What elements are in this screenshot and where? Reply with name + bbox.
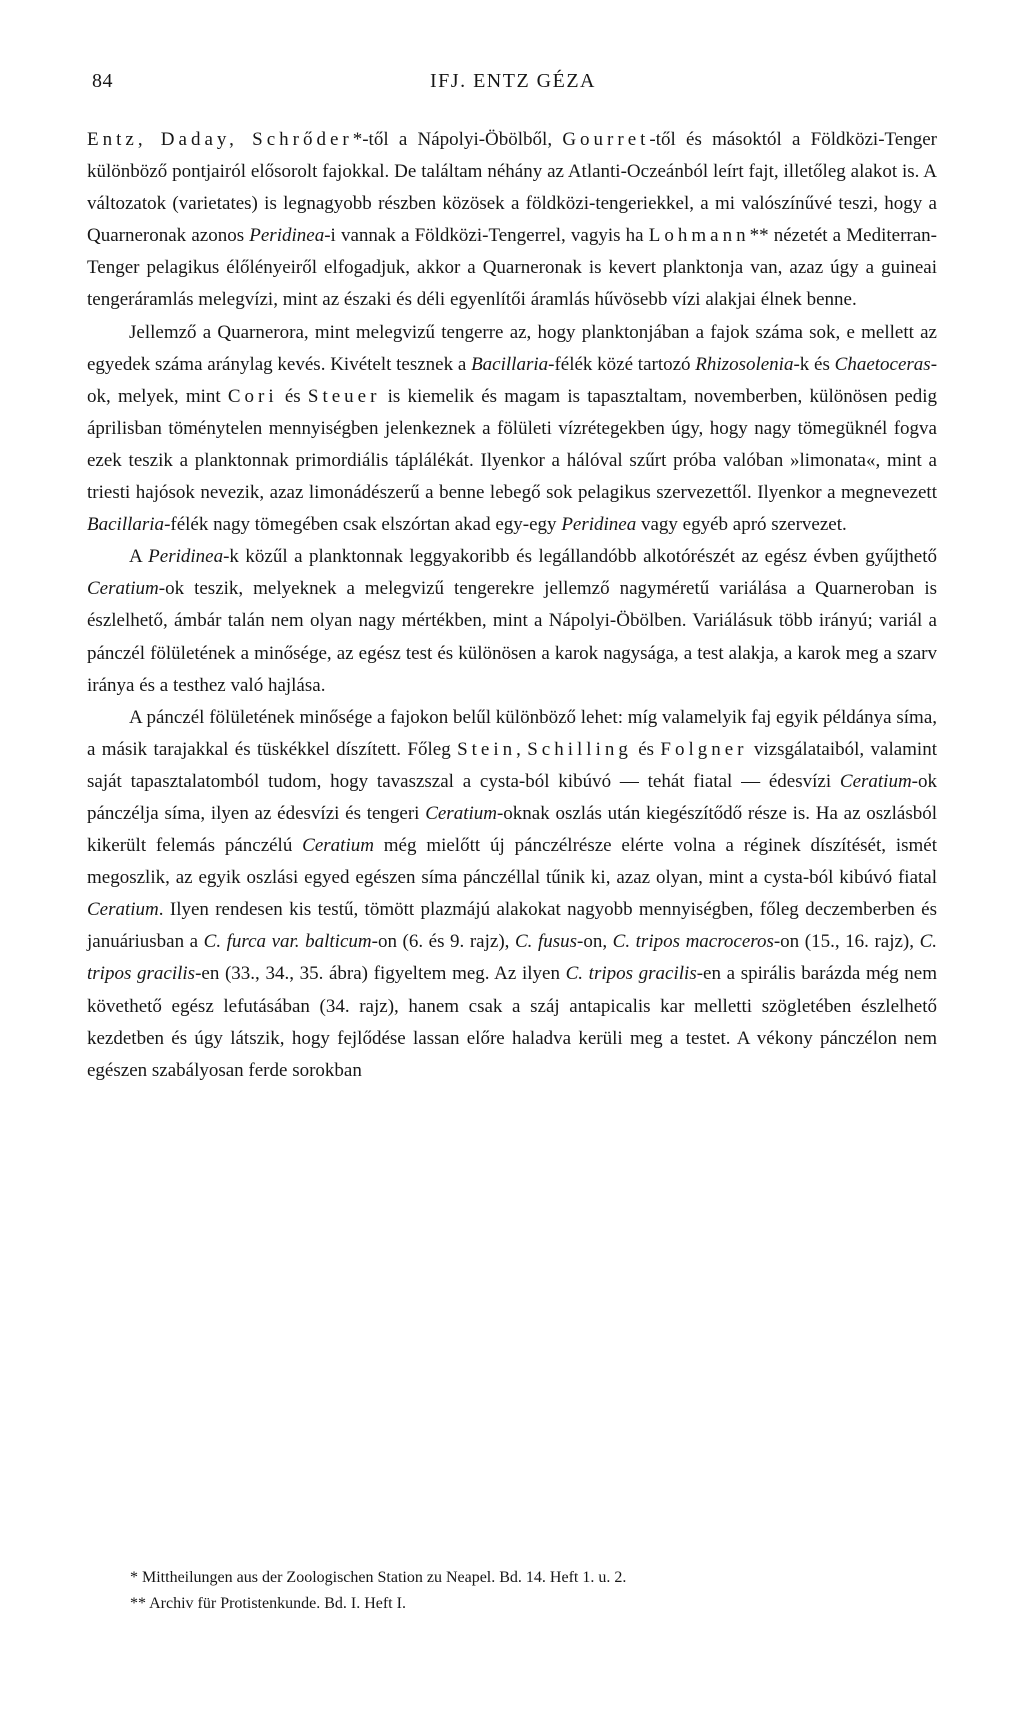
- taxon-name: Bacillaria: [87, 514, 165, 536]
- text-run: *-től a Nápolyi-Öbölből,: [352, 129, 563, 150]
- taxon-name: Ceratium: [839, 770, 912, 792]
- taxon-name: C. furca var. balticum: [203, 931, 372, 953]
- taxon-name: C. fusus: [514, 931, 578, 953]
- page-number: 84: [92, 70, 113, 92]
- author-name: Folgner: [660, 738, 748, 760]
- author-name: Gourret: [562, 129, 650, 150]
- text-run: ** nézetét a Mediterran-Tenger pelagikus élőlényeiről elfogadjuk, akkor a Quarneronak is kevert planktonja van, azaz úgy a guineai tengeráramlás melegvízi, mint az északi és déli egyenlítői áramlás hűvösebb vízi alakjai élnek benne.: [87, 225, 938, 311]
- taxon-name: Ceratium: [302, 835, 374, 857]
- taxon-name: Peridinea: [148, 546, 224, 568]
- paragraph-2: [87, 317, 937, 542]
- taxon-name: Peridinea: [249, 225, 325, 247]
- text-run: is kiemelik és magam is tapasztaltam, novemberben, különösen pedig áprilisban töménytelen mennyiségben jelenkeznek a fölületi vízrétegekben úgy, hogy nagy tömegüknél fogva ezek teszik a planktonnak primordiális táplálékát. Ilyenkor a hálóval szűrt próba valóban »limonata«, mint a triesti hajósok nevezik, azaz limonádészerű a benne lebegő sok pelagikus szervezettől. Ilyenkor a megnevezett: [87, 385, 938, 504]
- taxon-name: Ceratium: [87, 578, 159, 600]
- text-run: -en a spirális barázda még nem követhető egész lefutásában (34. rajz), hanem csak a száj antapicalis kar melletti szögletében észlelhető kezdetben és úgy látszik, hogy fejlődése lassan előre haladva kerüli meg a testet. A vékony pánczélon nem egészen szabályosan ferde sorokban: [87, 963, 938, 1081]
- text-run: -ok teszik, melyeknek a melegvizű tengerekre jellemző nagyméretű variálása a Quarneroban is észlelhető, ámbár talán nem olyan nagy mértékben, mint a Nápolyi-Öbölben. Variálásuk több irányú; variál a pánczél fölületének a minősége, az egész test és különösen a karok nagysága, a test alakja, a karok meg a szarv iránya és a testhez való hajlása.: [87, 578, 937, 696]
- text-run: vizsgálataiból, valamint saját tapasztalatomból tudom, hogy tavaszszal a cysta-ból kibúvó — tehát fiatal — édesvízi: [87, 738, 937, 792]
- text-run: -on (15., 16. rajz),: [773, 931, 920, 953]
- taxon-name: Peridinea: [561, 514, 637, 536]
- text-run: -től és másoktól a Földközi-Tenger különböző pontjairól elősorolt fajokkal. De találtam néhány az Atlanti-Oczeánból leírt fajt, illetőleg alakot is. A változatok (varietates) is legnagyobb részben közösek a földközi-tengeriekkel, a mi valószínűvé teszi, hogy a Quarneronak azonos: [87, 129, 938, 247]
- text-run: -ok, melyek, mint: [87, 353, 938, 407]
- taxon-name: C. tripos gracilis: [565, 963, 697, 985]
- text-run: -félék nagy tömegében csak elszórtan akad egy-egy: [164, 514, 562, 536]
- author-name: Entz, Daday, Schrőder: [87, 129, 353, 150]
- text-run: A: [129, 546, 149, 568]
- paragraph-3: [87, 541, 937, 701]
- body-text: [87, 124, 937, 1087]
- taxon-name: Ceratium: [87, 899, 159, 921]
- author-name: Stein: [457, 738, 517, 760]
- taxon-name: Chaetoceras: [834, 353, 931, 375]
- text-run: -ok pánczélja síma, ilyen az édesvízi és tengeri: [87, 770, 937, 824]
- text-run: még mielőtt új pánczélrésze elérte volna a réginek díszítését, ismét megoszlik, az egyik oszlási egyed egészen síma pánczéllal tűnik ki, azaz olyan, mint a cysta-ból kibúvó fiatal: [87, 835, 937, 889]
- running-head: IFJ. ENTZ GÉZA: [430, 70, 596, 92]
- text-run: -on,: [577, 931, 613, 953]
- text-run: -on (6. és 9. rajz),: [371, 931, 515, 953]
- text-run: . Ilyen rendesen kis testű, tömött plazmájú alakokat nagyobb mennyiségben, főleg deczemberben és januáriusban a: [87, 899, 937, 953]
- text-run: -k közűl a planktonnak leggyakoribb és legállandóbb alkotórészét az egész évben gyűjthető: [223, 546, 937, 568]
- text-run: vagy egyéb apró szervezet.: [636, 514, 847, 536]
- page-header: [92, 70, 934, 100]
- text-run: A pánczél fölületének minősége a fajokon belűl különböző lehet: míg valamelyik faj egyik példánya síma, a másik tarajakkal és tüskékkel díszített. Főleg: [87, 706, 937, 760]
- text-run: ,: [516, 738, 528, 760]
- author-name: Schilling: [527, 738, 632, 760]
- taxon-name: Ceratium: [425, 802, 497, 824]
- text-run: és: [631, 738, 661, 760]
- footnotes: [130, 1565, 940, 1617]
- paragraph-4: [87, 702, 937, 1087]
- taxon-name: C. tripos macroceros: [612, 931, 774, 953]
- text-run: -félék közé tartozó: [548, 353, 696, 375]
- author-name: Lohmann: [648, 225, 750, 247]
- footnote-1: * Mittheilungen aus der Zoologischen Station zu Neapel. Bd. 14. Heft 1. u. 2.: [130, 1569, 627, 1586]
- taxon-name: Bacillaria: [471, 353, 549, 375]
- footnote-2: ** Archiv für Protistenkunde. Bd. I. Heft I.: [130, 1595, 406, 1612]
- taxon-name: Rhizosolenia: [695, 353, 794, 375]
- author-name: Cori: [227, 385, 278, 407]
- text-run: -oknak oszlás után kiegészítődő része is. Ha az oszlásból kikerült felemás pánczélú: [87, 802, 937, 857]
- taxon-name: C. tripos gracilis: [87, 931, 937, 985]
- text-run: -en (33., 34., 35. ábra) figyeltem meg. Az ilyen: [195, 963, 566, 985]
- text-run: -k és: [793, 353, 835, 375]
- text-run: Jellemző a Quarnerora, mint melegvizű tengerre az, hogy planktonjában a fajok száma sok, e mellett az egyedek száma aránylag kevés. Kivételt tesznek a: [87, 321, 937, 375]
- paragraph-1: [87, 124, 937, 317]
- text-run: és: [277, 385, 308, 407]
- author-name: Steuer: [307, 385, 381, 407]
- text-run: -i vannak a Földközi-Tengerrel, vagyis ha: [324, 225, 649, 247]
